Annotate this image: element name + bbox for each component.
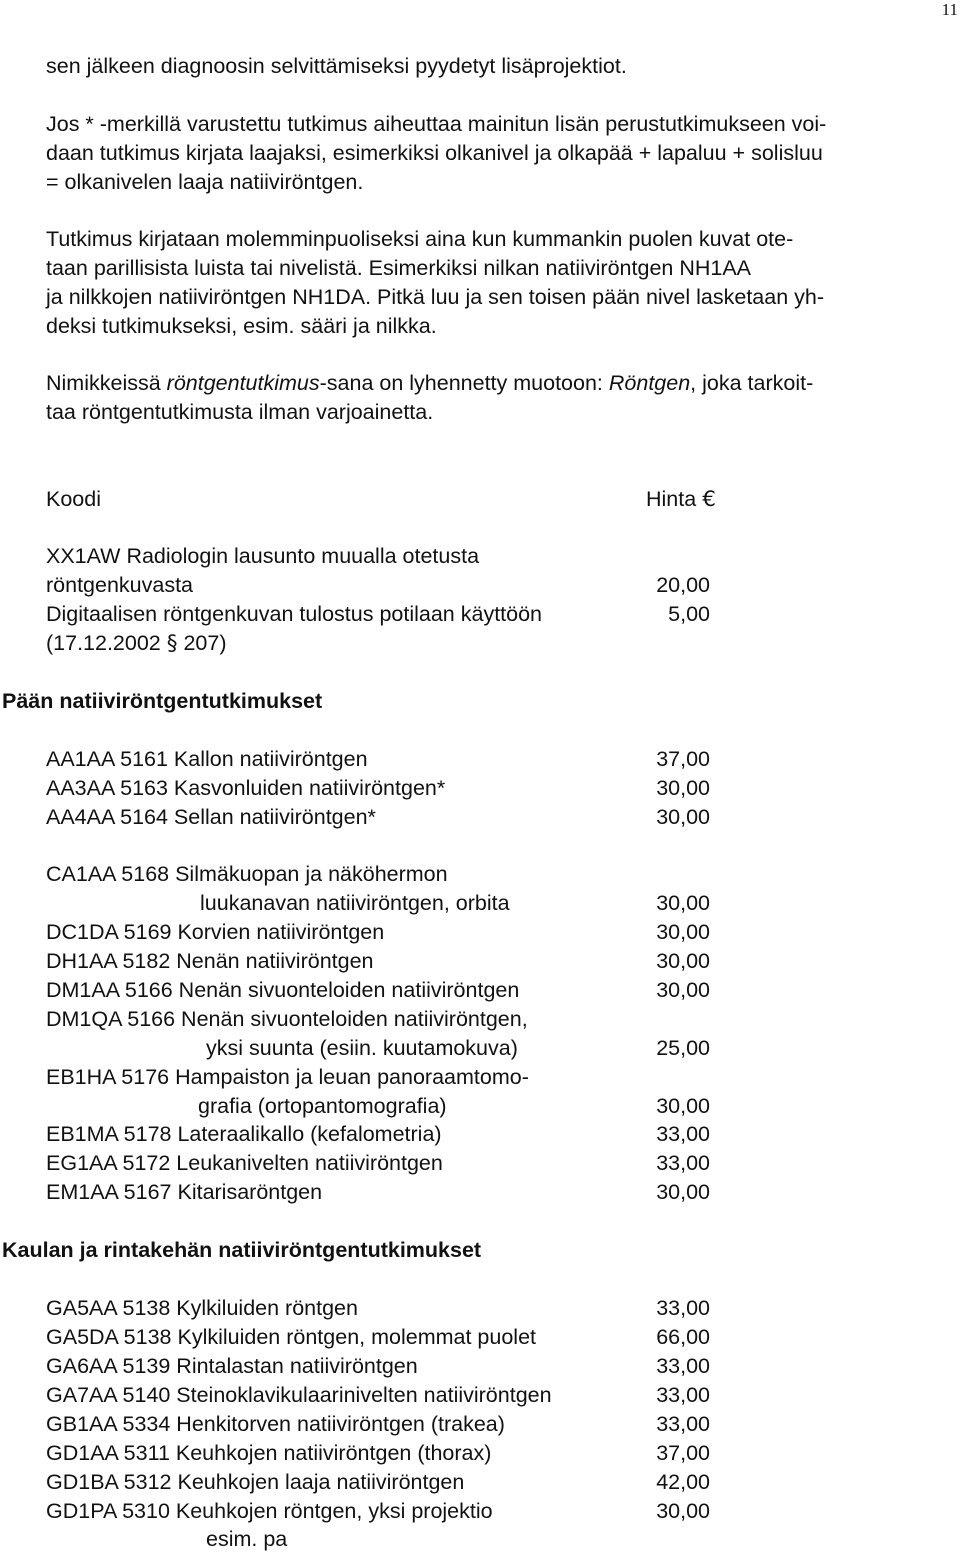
table-row bbox=[0, 1178, 960, 1207]
item-text: DH1AA 5182 Nenän natiiviröntgen bbox=[46, 949, 374, 973]
item-text: GA7AA 5140 Steinoklavikulaarinivelten natiiviröntgen bbox=[46, 1383, 552, 1407]
paragraph-bilateral-rule bbox=[46, 225, 936, 341]
item-text: DM1QA 5166 Nenän sivuonteloiden natiiviröntgen, bbox=[46, 1007, 528, 1031]
item-text: GA6AA 5139 Rintalastan natiiviröntgen bbox=[46, 1354, 418, 1378]
table-row bbox=[0, 1323, 960, 1352]
table-row bbox=[0, 1120, 960, 1149]
item-price: 30,00 bbox=[656, 1094, 710, 1118]
table-row bbox=[0, 1468, 960, 1497]
table-row bbox=[0, 860, 960, 889]
item-price: 66,00 bbox=[656, 1325, 710, 1349]
table-row-continuation bbox=[0, 629, 960, 658]
text-line: daan tutkimus kirjata laajaksi, esimerkiksi olkanivel ja olkapää + lapaluu + solisluu bbox=[46, 141, 823, 165]
item-price: 33,00 bbox=[656, 1122, 710, 1146]
item-text: AA1AA 5161 Kallon natiiviröntgen bbox=[46, 747, 368, 771]
item-price: 30,00 bbox=[656, 1180, 710, 1204]
item-price: 30,00 bbox=[656, 920, 710, 944]
text-line: taa röntgentutkimusta ilman varjoainetta. bbox=[46, 400, 434, 424]
item-price: 30,00 bbox=[656, 776, 710, 800]
item-text: DC1DA 5169 Korvien natiiviröntgen bbox=[46, 920, 385, 944]
item-price: 30,00 bbox=[656, 891, 710, 915]
euro-symbol: € bbox=[702, 487, 716, 512]
table-row-continuation bbox=[0, 1034, 960, 1063]
item-price: 30,00 bbox=[656, 1499, 710, 1523]
table-row bbox=[0, 803, 960, 832]
item-text: AA4AA 5164 Sellan natiiviröntgen* bbox=[46, 805, 376, 829]
item-text-continuation: röntgenkuvasta bbox=[46, 573, 194, 597]
table-row bbox=[0, 947, 960, 976]
paragraph-naming-rule bbox=[46, 369, 936, 427]
item-text-continuation: luukanavan natiiviröntgen, orbita bbox=[200, 891, 510, 915]
item-price: 37,00 bbox=[656, 747, 710, 771]
item-price: 30,00 bbox=[656, 949, 710, 973]
item-text: GB1AA 5334 Henkitorven natiiviröntgen (trakea) bbox=[46, 1412, 505, 1436]
section-sign: § bbox=[166, 631, 178, 656]
item-price: 30,00 bbox=[656, 978, 710, 1002]
table-row bbox=[0, 1149, 960, 1178]
header-price bbox=[646, 485, 716, 514]
item-price: 5,00 bbox=[668, 602, 710, 626]
item-price: 30,00 bbox=[656, 805, 710, 829]
section-heading-neck-chest: Kaulan ja rintakehän natiiviröntgentutkimukset bbox=[2, 1238, 482, 1262]
text-line: deksi tutkimukseksi, esim. sääri ja nilkka. bbox=[46, 314, 437, 338]
table-row bbox=[0, 918, 960, 947]
item-text: GD1PA 5310 Keuhkojen röntgen, yksi projektio bbox=[46, 1499, 493, 1523]
text-span: , joka tarkoit- bbox=[690, 371, 814, 395]
text-span: -sana on lyhennetty muotoon: bbox=[319, 371, 609, 395]
intro-line bbox=[46, 52, 936, 81]
header-price-label: Hinta bbox=[646, 487, 697, 511]
text-line: taan parillisista luista tai nivelistä. Esimerkiksi nilkan natiiviröntgen NH1AA bbox=[46, 256, 752, 280]
date-text: (17.12.2002 bbox=[46, 631, 167, 655]
item-text-continuation: esim. pa bbox=[206, 1527, 288, 1551]
item-text: Digitaalisen röntgenkuvan tulostus potilaan käyttöön bbox=[46, 602, 543, 626]
table-row bbox=[0, 1294, 960, 1323]
table-row bbox=[0, 976, 960, 1005]
table-row bbox=[0, 1497, 960, 1526]
item-text: XX1AW Radiologin lausunto muualla otetusta bbox=[46, 544, 480, 568]
table-row bbox=[0, 745, 960, 774]
item-text-continuation: yksi suunta (esiin. kuutamokuva) bbox=[206, 1036, 518, 1060]
item-text-continuation: grafia (ortopantomografia) bbox=[198, 1094, 447, 1118]
table-row bbox=[0, 1381, 960, 1410]
item-price: 33,00 bbox=[656, 1296, 710, 1320]
table-row bbox=[0, 1410, 960, 1439]
decision-number: 207) bbox=[177, 631, 227, 655]
text-span: Nimikkeissä bbox=[46, 371, 167, 395]
item-text: DM1AA 5166 Nenän sivuonteloiden natiiviröntgen bbox=[46, 978, 520, 1002]
italic-term: Röntgen bbox=[608, 371, 691, 395]
item-price: 25,00 bbox=[656, 1036, 710, 1060]
table-row bbox=[0, 600, 960, 629]
item-text: GD1BA 5312 Keuhkojen laaja natiiviröntgen bbox=[46, 1470, 465, 1494]
item-price: 20,00 bbox=[656, 573, 710, 597]
item-text: GA5DA 5138 Kylkiluiden röntgen, molemmat puolet bbox=[46, 1325, 536, 1349]
table-row bbox=[0, 1063, 960, 1092]
item-text: CA1AA 5168 Silmäkuopan ja näköhermon bbox=[46, 862, 448, 886]
table-row-continuation bbox=[0, 571, 960, 600]
item-price: 33,00 bbox=[656, 1151, 710, 1175]
item-price: 33,00 bbox=[656, 1412, 710, 1436]
item-price: 33,00 bbox=[656, 1354, 710, 1378]
table-row bbox=[0, 1439, 960, 1468]
item-text-continuation bbox=[46, 629, 227, 658]
text-line: Tutkimus kirjataan molemminpuoliseksi aina kun kummankin puolen kuvat ote- bbox=[46, 227, 794, 251]
text-line bbox=[46, 369, 936, 398]
item-text: GA5AA 5138 Kylkiluiden röntgen bbox=[46, 1296, 358, 1320]
item-text: EB1HA 5176 Hampaiston ja leuan panoraamtomo- bbox=[46, 1065, 529, 1089]
table-row-continuation bbox=[0, 889, 960, 918]
item-text: EM1AA 5167 Kitarisaröntgen bbox=[46, 1180, 323, 1204]
table-row bbox=[0, 1352, 960, 1381]
italic-term: röntgentutkimus bbox=[166, 371, 320, 395]
item-text: AA3AA 5163 Kasvonluiden natiiviröntgen* bbox=[46, 776, 446, 800]
table-row bbox=[0, 774, 960, 803]
paragraph-lisa-rule bbox=[46, 110, 936, 197]
text-line: Jos * -merkillä varustettu tutkimus aiheuttaa mainitun lisän perustutkimukseen voi- bbox=[46, 112, 827, 136]
item-text: GD1AA 5311 Keuhkojen natiiviröntgen (thorax) bbox=[46, 1441, 492, 1465]
page-number: 11 bbox=[941, 0, 958, 19]
item-price: 42,00 bbox=[656, 1470, 710, 1494]
item-price: 37,00 bbox=[656, 1441, 710, 1465]
table-row-continuation bbox=[0, 1092, 960, 1121]
section-heading-head: Pään natiiviröntgentutkimukset bbox=[2, 689, 323, 713]
header-code: Koodi bbox=[46, 487, 101, 511]
item-price: 33,00 bbox=[656, 1383, 710, 1407]
table-row bbox=[0, 1005, 960, 1034]
table-row bbox=[0, 542, 960, 571]
item-text: EB1MA 5178 Lateraalikallo (kefalometria) bbox=[46, 1122, 442, 1146]
text-line: sen jälkeen diagnoosin selvittämiseksi pyydetyt lisäprojektiot. bbox=[46, 54, 627, 78]
item-text: EG1AA 5172 Leukanivelten natiiviröntgen bbox=[46, 1151, 443, 1175]
table-row-continuation bbox=[0, 1525, 960, 1554]
text-line: ja nilkkojen natiiviröntgen NH1DA. Pitkä luu ja sen toisen pään nivel lasketaan yh- bbox=[46, 285, 825, 309]
text-line: = olkanivelen laaja natiiviröntgen. bbox=[46, 170, 364, 194]
